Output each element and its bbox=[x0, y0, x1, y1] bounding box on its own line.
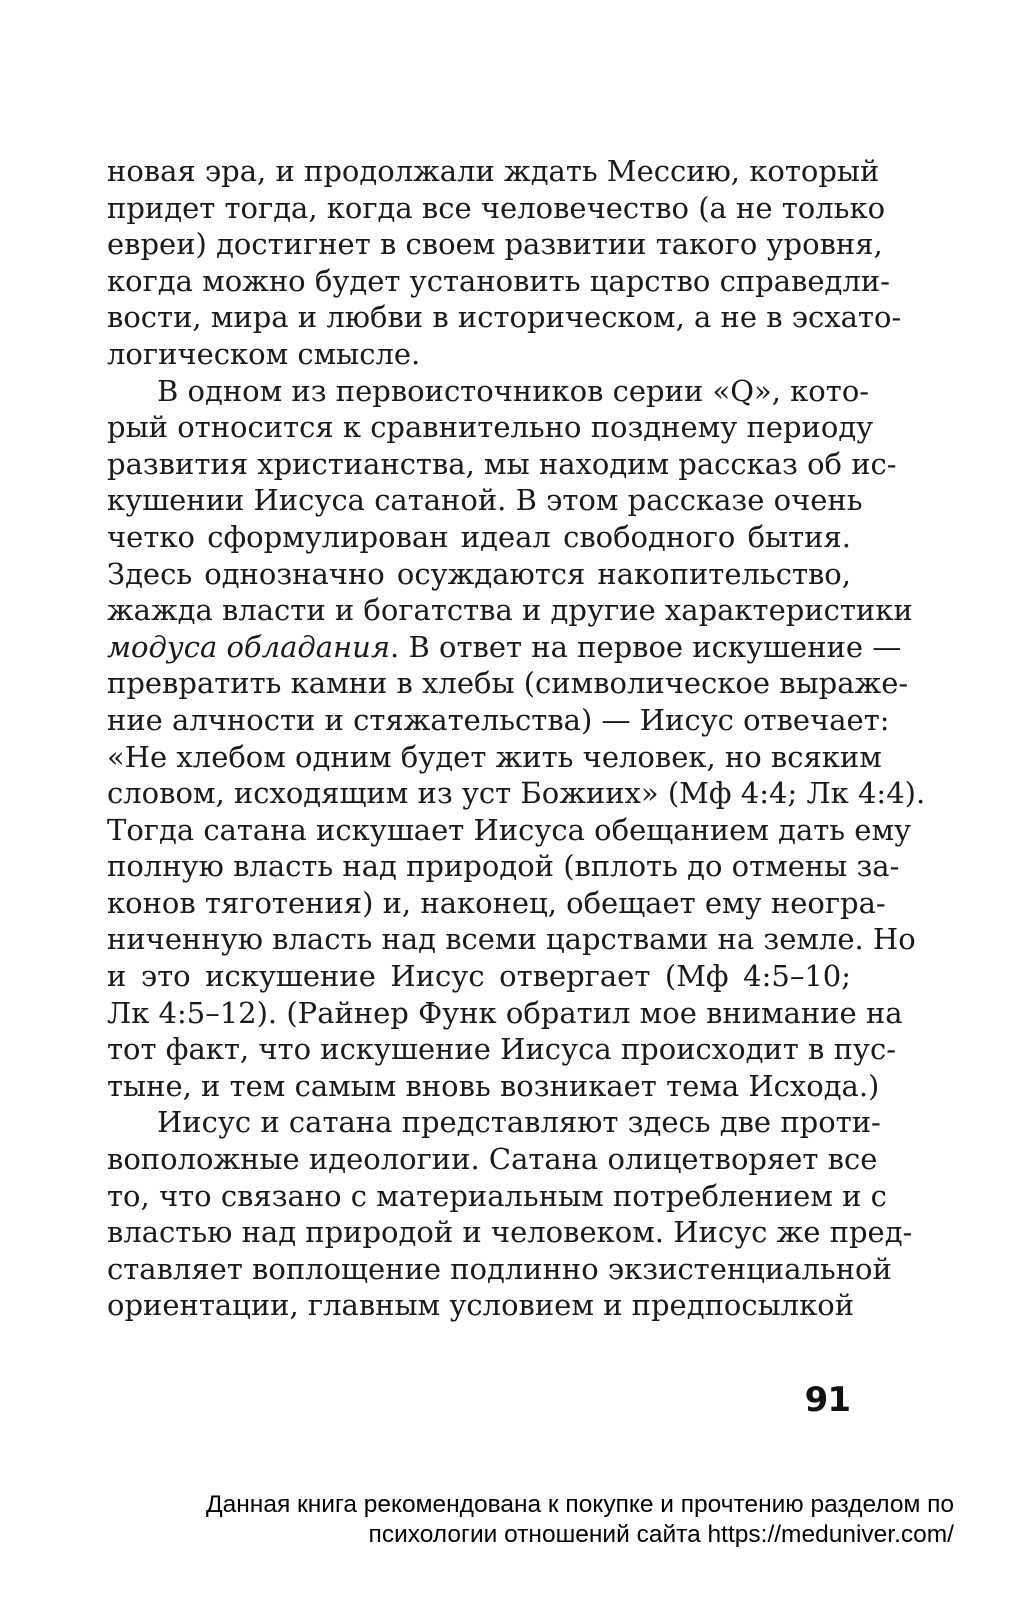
text-line: Тогда сатана искушает Иисуса обещанием дать ему bbox=[107, 812, 912, 847]
text-line: полную власть над природой (вплоть до отмены за- bbox=[107, 849, 900, 884]
text-line: евреи) достигнет в своем развитии такого уровня, bbox=[107, 227, 883, 262]
text-line: В одном из первоисточников серии «Q», кото- bbox=[157, 373, 870, 408]
italic-term: модуса обладания bbox=[107, 629, 391, 664]
footer-line: психологии отношений сайта https://meduniver.com/ bbox=[368, 1521, 954, 1548]
text-line: ниченную власть над всеми царствами на земле. Но bbox=[107, 922, 916, 957]
footer-note bbox=[60, 1490, 954, 1550]
text-line bbox=[107, 629, 902, 666]
text-line: логическом смысле. bbox=[107, 336, 421, 371]
text-line: новая эра, и продолжали ждать Мессию, который bbox=[107, 154, 880, 188]
text-line: ставляет воплощение подлинно экзистенциальной bbox=[107, 1251, 892, 1286]
text-line: тыне, и тем самым вновь возникает тема Исхода.) bbox=[107, 1068, 880, 1103]
text-line: ориентации, главным условием и предпосылкой bbox=[107, 1288, 855, 1323]
text-line: воположные идеологии. Сатана олицетворяет все bbox=[107, 1142, 878, 1177]
text-line: тот факт, что искушение Иисуса происходит в пус- bbox=[107, 1032, 897, 1067]
text-line: кушении Иисуса сатаной. В этом рассказе очень bbox=[107, 483, 863, 518]
text-line: «Не хлебом одним будет жить человек, но всяким bbox=[107, 739, 882, 774]
text-line: превратить камни в хлебы (символическое выраже- bbox=[107, 666, 909, 701]
body-text bbox=[107, 153, 926, 1324]
text-line: когда можно будет установить царство справедли- bbox=[107, 263, 890, 298]
footer-line: Данная книга рекомендована к покупке и прочтению разделом по bbox=[206, 1491, 954, 1518]
text-line: Иисус и сатана представляют здесь две проти- bbox=[157, 1105, 881, 1140]
text-line: развития христианства, мы находим рассказ об ис- bbox=[107, 446, 897, 481]
page-number: 91 bbox=[804, 1380, 850, 1420]
text-line: придет тогда, когда все человечество (а не только bbox=[107, 190, 886, 225]
text-line: словом, исходящим из уст Божиих» (Мф 4:4; Лк 4:4). bbox=[107, 776, 926, 811]
text-line: жажда власти и богатства и другие характеристики bbox=[107, 593, 913, 628]
text-line: то, что связано с материальным потреблением и с bbox=[107, 1178, 887, 1213]
text-line: Лк 4:5–12). (Райнер Функ обратил мое внимание на bbox=[107, 995, 903, 1030]
text-line: четко сформулирован идеал свободного бытия. bbox=[107, 519, 851, 554]
text-line: Здесь однозначно осуждаются накопительство, bbox=[107, 556, 851, 591]
text-fragment: . В ответ на первое искушение — bbox=[390, 629, 902, 664]
text-line: ние алчности и стяжательства) — Иисус отвечает: bbox=[107, 702, 890, 737]
text-line: рый относится к сравнительно позднему периоду bbox=[107, 410, 874, 445]
text-line: властью над природой и человеком. Иисус же пред- bbox=[107, 1215, 913, 1250]
text-line: вости, мира и любви в историческом, а не в эсхато- bbox=[107, 300, 902, 335]
text-line: конов тяготения) и, наконец, обещает ему неогра- bbox=[107, 885, 886, 920]
text-line: и это искушение Иисус отвергает (Мф 4:5–10; bbox=[107, 959, 851, 994]
